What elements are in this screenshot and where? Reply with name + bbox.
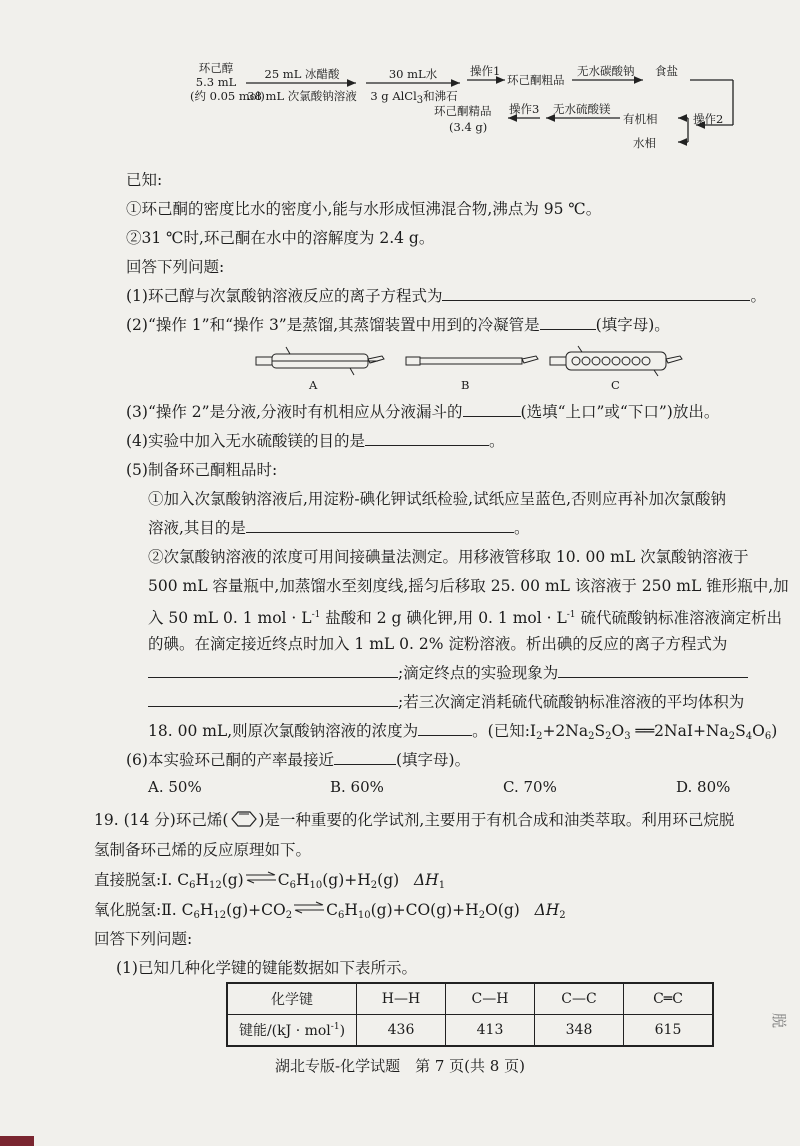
reaction-2: 氧化脱氢:Ⅱ. $C_6H_{12}(g)+CO_2$ $C_6H_{10}(g)+CO(g)+H_2O(g)$ $\Delta H_2$ (94, 901, 566, 921)
question-5-text: (5)制备环己酮粗品时: (126, 461, 278, 479)
question-5-part2-line2: 500 mL 容量瓶中,加蒸馏水至刻度线,摇匀后移取 25. 00 mL 该溶液于 250 mL 锥形瓶中,加 (148, 577, 789, 595)
cyclohexene-structure-icon (228, 810, 258, 828)
side-tab-character: 脱 (770, 1012, 789, 1029)
question-5-part1-line1: ①加入次氯酸钠溶液后,用淀粉-碘化钾试纸检验,试纸应呈蓝色,否则应再补加次氯酸钠 (148, 490, 727, 508)
condenser-c-label: C (611, 378, 620, 392)
answer-blank-5-3 (558, 663, 748, 678)
condenser-b (406, 356, 538, 365)
question-5-part2-line4: 的碘。在滴定接近终点时加入 1 mL 0. 2% 淀粉溶液。析出碘的反应的离子方程式为 (148, 635, 728, 653)
condenser-b-label: B (461, 378, 470, 392)
table-cell: 413 (446, 1015, 535, 1047)
question-5-part2-line1: ②次氯酸钠溶液的浓度可用间接碘量法测定。用移液管移取 10. 00 mL 次氯酸钠溶液于 (148, 548, 749, 566)
answer-blank-6 (334, 750, 396, 765)
option-b: B. 60% (330, 778, 384, 796)
table-header-cell: C—C (535, 983, 624, 1015)
option-c: C. 70% (503, 778, 557, 796)
table-cell: 348 (535, 1015, 624, 1047)
question-19-part1: (1)已知几种化学键的键能数据如下表所示。 (116, 959, 417, 977)
flow-aqueous-phase: 水相 (633, 136, 656, 150)
table-row-label: 键能/(kJ · mol$^{-1}$) (227, 1015, 357, 1047)
answer-blank-3 (463, 402, 521, 417)
question-5-part2-line6: ;若三次滴定消耗硫代硫酸钠标准溶液的平均体积为 (148, 692, 744, 712)
answer-prompt: 回答下列问题: (126, 258, 225, 276)
question-19-heading: 19. (14 分)环己烯( )是一种重要的化学试剂,主要用于有机合成和油类萃取。利用环己烷脱 (94, 811, 735, 829)
answer-blank-4 (365, 431, 489, 446)
question-19-line2: 氢制备环己烯的反应原理如下。 (94, 841, 312, 859)
page-footer: 湖北专版-化学试题 第 7 页(共 8 页) (275, 1057, 525, 1075)
question-6: (6)本实验环己酮的产率最接近 (填字母)。 (126, 751, 471, 769)
flow-op1-label: 操作1 (470, 64, 501, 78)
flow-na2co3-label: 无水碳酸钠 (577, 64, 635, 78)
flow-start-volume: 5.3 mL (195, 75, 237, 89)
table-header-cell: H—H (357, 983, 446, 1015)
question-6-text: (6)本实验环己酮的产率最接近 (126, 751, 334, 769)
table-header-cell: C—H (446, 983, 535, 1015)
reaction-1: 直接脱氢:Ⅰ. $C_6H_{12}(g)$ $C_6H_{10}(g)+H_2(g)$ $\Delta H_1$ (94, 871, 446, 891)
question-5-part2-line3: 入 50 mL 0. 1 mol · $L^{-1}$ 盐酸和 2 g 碘化钾,用 0. 1 mol · $L^{-1}$ 硫代硫酸钠标准溶液滴定析出 (148, 609, 782, 627)
flow-start-name: 环己醇 (198, 61, 234, 75)
flow-organic-phase: 有机相 (623, 112, 658, 126)
question-5-part1-line2: 溶液,其目的是 。 (148, 519, 530, 537)
flow-arrow2-bottom-label: 3 g AlCl3和沸石 (370, 89, 458, 106)
question-1: (1)环己醇与次氯酸钠溶液反应的离子方程式为 。 (126, 287, 766, 305)
condenser-a-label: A (309, 378, 318, 392)
table-row (227, 1015, 713, 1047)
question-3: (3)“操作 2”是分液,分液时有机相应从分液漏斗的 (选填“上口”或“下口”)放出。 (126, 403, 720, 421)
flow-arrow2-top-label: 30 mL水 (388, 67, 438, 81)
question-3-text: (3)“操作 2”是分液,分液时有机相应从分液漏斗的 (126, 403, 463, 421)
condenser-a (256, 347, 384, 375)
flow-salt-label: 食盐 (655, 64, 678, 78)
question-4: (4)实验中加入无水硫酸镁的目的是 。 (126, 432, 505, 450)
flow-arrow1-top-label: 25 mL 冰醋酸 (264, 67, 340, 81)
question-4-text: (4)实验中加入无水硫酸镁的目的是 (126, 432, 365, 450)
answer-blank-1 (442, 286, 750, 301)
table-cell: 615 (624, 1015, 714, 1047)
table-header-row (227, 983, 713, 1015)
flow-mgso4-label: 无水硫酸镁 (553, 102, 611, 116)
question-1-text: (1)环己醇与次氯酸钠溶液反应的离子方程式为 (126, 287, 443, 305)
question-2-text: (2)“操作 1”和“操作 3”是蒸馏,其蒸馏装置中用到的冷凝管是 (126, 316, 540, 334)
equilibrium-arrow-icon (244, 871, 278, 885)
question-5-part2-line5: ;滴定终点的实验现象为 (148, 663, 748, 683)
answer-blank-5-4 (418, 721, 472, 736)
option-a: A. 50% (148, 778, 202, 796)
flow-op2-label: 操作2 (693, 112, 724, 126)
condenser-c (550, 346, 682, 376)
flow-pure-product: 环己酮精品 (434, 104, 492, 118)
known-item-1: ①环己酮的密度比水的密度小,能与水形成恒沸混合物,沸点为 95 ℃。 (126, 200, 602, 218)
answer-blank-5-3b (148, 692, 398, 707)
equilibrium-arrow-icon (292, 901, 326, 915)
known-item-2: ②31 ℃时,环己酮在水中的溶解度为 2.4 g。 (126, 229, 435, 247)
flow-crude-product: 环己酮粗品 (507, 73, 565, 87)
answer-blank-2 (540, 315, 596, 330)
question-5-part2-line7: 18. 00 mL,则原次氯酸钠溶液的浓度为 。(已知$:I_2+2Na_2S_2O_3$ $══2NaI+Na_2S_4O_6$) (148, 722, 778, 742)
option-d: D. 80% (676, 778, 731, 796)
question-2: (2)“操作 1”和“操作 3”是蒸馏,其蒸馏装置中用到的冷凝管是 (填字母)。 (126, 316, 670, 334)
answer-blank-5-1 (246, 518, 514, 533)
flow-pure-mass: (3.4 g) (449, 120, 488, 134)
flow-op3-label: 操作3 (509, 102, 540, 116)
question-19-prompt: 回答下列问题: (94, 930, 193, 948)
flow-start-mol: (约 0.05 mol) (190, 89, 265, 103)
flow-arrow1-bottom-label: 38 mL 次氯酸钠溶液 (247, 89, 357, 103)
known-title: 已知: (126, 171, 163, 189)
bond-energy-table (226, 982, 714, 1047)
table-header-cell: 化学键 (227, 983, 357, 1015)
table-header-cell: C═C (624, 983, 714, 1015)
answer-blank-5-2 (148, 663, 398, 678)
edge-mark (0, 1136, 34, 1146)
table-cell: 436 (357, 1015, 446, 1047)
